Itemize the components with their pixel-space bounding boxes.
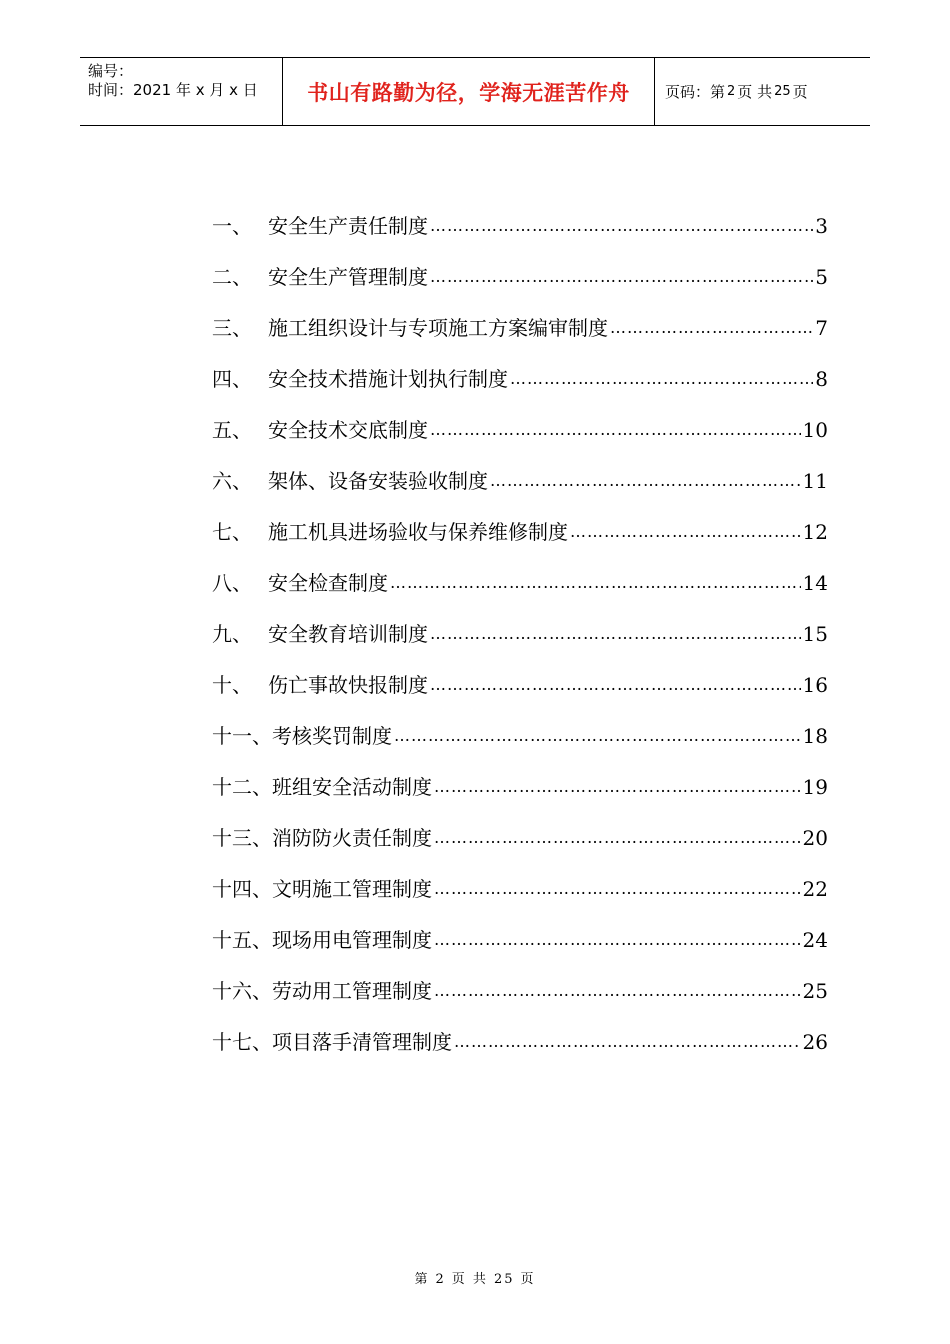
toc-entry-number: 八、 [212, 570, 252, 595]
toc-dot-leader [430, 418, 801, 442]
toc-entry-number: 十二、 [212, 774, 272, 799]
toc-entry-page: 15 [802, 621, 828, 646]
toc-dot-leader [434, 775, 801, 799]
toc-entry-number: 十四、 [212, 876, 272, 901]
toc-entry-title: 安全技术交底制度 [268, 417, 428, 442]
toc-entry[interactable] [212, 557, 828, 608]
toc-entry-title: 项目落手清管理制度 [272, 1029, 452, 1054]
toc-entry-number: 九、 [212, 621, 252, 646]
footer-total: 25 [493, 1272, 515, 1287]
toc-entry-title: 文明施工管理制度 [272, 876, 432, 901]
page-header [80, 57, 870, 126]
toc-entry-number: 十三、 [212, 825, 272, 850]
footer-prefix: 第 [414, 1272, 430, 1287]
toc-entry-number: 十五、 [212, 927, 272, 952]
toc-entry-page: 14 [802, 570, 828, 595]
page-label-prefix: 页码：第 [665, 83, 726, 101]
toc-dot-leader [430, 622, 801, 646]
toc-entry[interactable] [212, 659, 828, 710]
toc-entry-page: 19 [802, 774, 828, 799]
toc-dot-leader [430, 673, 801, 697]
toc-entry[interactable] [212, 914, 828, 965]
toc-entry-title: 安全技术措施计划执行制度 [268, 366, 508, 391]
toc-entry-title: 现场用电管理制度 [272, 927, 432, 952]
toc-entry[interactable] [212, 761, 828, 812]
page-current: 2 [727, 84, 736, 99]
table-of-contents [212, 200, 828, 1067]
page-label-suffix: 页 [792, 83, 808, 101]
toc-dot-leader [434, 877, 801, 901]
toc-entry-title: 安全教育培训制度 [268, 621, 428, 646]
toc-entry[interactable] [212, 251, 828, 302]
toc-entry-page: 22 [802, 876, 828, 901]
toc-entry-page: 8 [815, 366, 828, 391]
toc-dot-leader [434, 979, 801, 1003]
toc-entry-page: 26 [802, 1029, 828, 1054]
toc-entry-title: 安全生产责任制度 [268, 213, 428, 238]
toc-entry-number: 十六、 [212, 978, 272, 1003]
toc-entry-title: 消防防火责任制度 [272, 825, 432, 850]
header-page-info [655, 58, 870, 125]
toc-entry[interactable] [212, 608, 828, 659]
toc-entry[interactable] [212, 1016, 828, 1067]
toc-entry[interactable] [212, 353, 828, 404]
toc-dot-leader [510, 367, 813, 391]
toc-entry-number: 三、 [212, 315, 252, 340]
toc-entry[interactable] [212, 710, 828, 761]
toc-entry-page: 24 [802, 927, 828, 952]
page-total: 25 [774, 84, 791, 99]
toc-entry[interactable] [212, 302, 828, 353]
header-motto: 书山有路勤为径，学海无涯苦作舟 [282, 58, 655, 125]
toc-entry[interactable] [212, 506, 828, 557]
toc-entry-title: 安全检查制度 [268, 570, 388, 595]
toc-entry-title: 劳动用工管理制度 [272, 978, 432, 1003]
time-label: 时间：2021 年 x 月 x 日 [88, 81, 258, 99]
toc-entry[interactable] [212, 863, 828, 914]
toc-entry-title: 安全生产管理制度 [268, 264, 428, 289]
toc-entry-number: 六、 [212, 468, 252, 493]
toc-dot-leader [570, 520, 801, 544]
toc-entry-page: 18 [802, 723, 828, 748]
toc-entry-number: 十一、 [212, 723, 272, 748]
toc-dot-leader [610, 316, 813, 340]
toc-entry[interactable] [212, 200, 828, 251]
footer-suffix: 页 [520, 1272, 536, 1287]
number-label: 编号： [88, 62, 134, 80]
toc-entry[interactable] [212, 965, 828, 1016]
toc-dot-leader [434, 928, 801, 952]
header-meta [80, 58, 282, 125]
toc-entry[interactable] [212, 812, 828, 863]
toc-entry-number: 一、 [212, 213, 252, 238]
toc-entry-title: 班组安全活动制度 [272, 774, 432, 799]
page-footer [0, 1268, 950, 1287]
toc-dot-leader [394, 724, 801, 748]
toc-entry-page: 10 [802, 417, 828, 442]
toc-entry-number: 十七、 [212, 1029, 272, 1054]
toc-entry-page: 12 [802, 519, 828, 544]
toc-dot-leader [490, 469, 801, 493]
toc-dot-leader [430, 265, 813, 289]
footer-current: 2 [435, 1272, 446, 1287]
toc-entry-number: 五、 [212, 417, 252, 442]
toc-entry-page: 16 [802, 672, 828, 697]
toc-entry-title: 伤亡事故快报制度 [268, 672, 428, 697]
toc-dot-leader [430, 214, 813, 238]
toc-entry-page: 11 [802, 468, 828, 493]
toc-entry-title: 施工机具进场验收与保养维修制度 [268, 519, 568, 544]
toc-entry[interactable] [212, 404, 828, 455]
toc-entry-page: 3 [815, 213, 828, 238]
toc-entry-page: 20 [802, 825, 828, 850]
toc-dot-leader [390, 571, 801, 595]
toc-entry-number: 四、 [212, 366, 252, 391]
footer-mid: 页 共 [451, 1272, 488, 1287]
toc-entry[interactable] [212, 455, 828, 506]
toc-entry-number: 二、 [212, 264, 252, 289]
page-label-mid: 页 共 [737, 83, 773, 101]
toc-entry-title: 架体、设备安装验收制度 [268, 468, 488, 493]
toc-entry-page: 5 [815, 264, 828, 289]
toc-entry-number: 十、 [212, 672, 252, 697]
toc-dot-leader [434, 826, 801, 850]
toc-entry-page: 25 [802, 978, 828, 1003]
toc-entry-title: 施工组织设计与专项施工方案编审制度 [268, 315, 608, 340]
toc-entry-title: 考核奖罚制度 [272, 723, 392, 748]
toc-entry-number: 七、 [212, 519, 252, 544]
toc-entry-page: 7 [815, 315, 828, 340]
toc-dot-leader [454, 1030, 801, 1054]
